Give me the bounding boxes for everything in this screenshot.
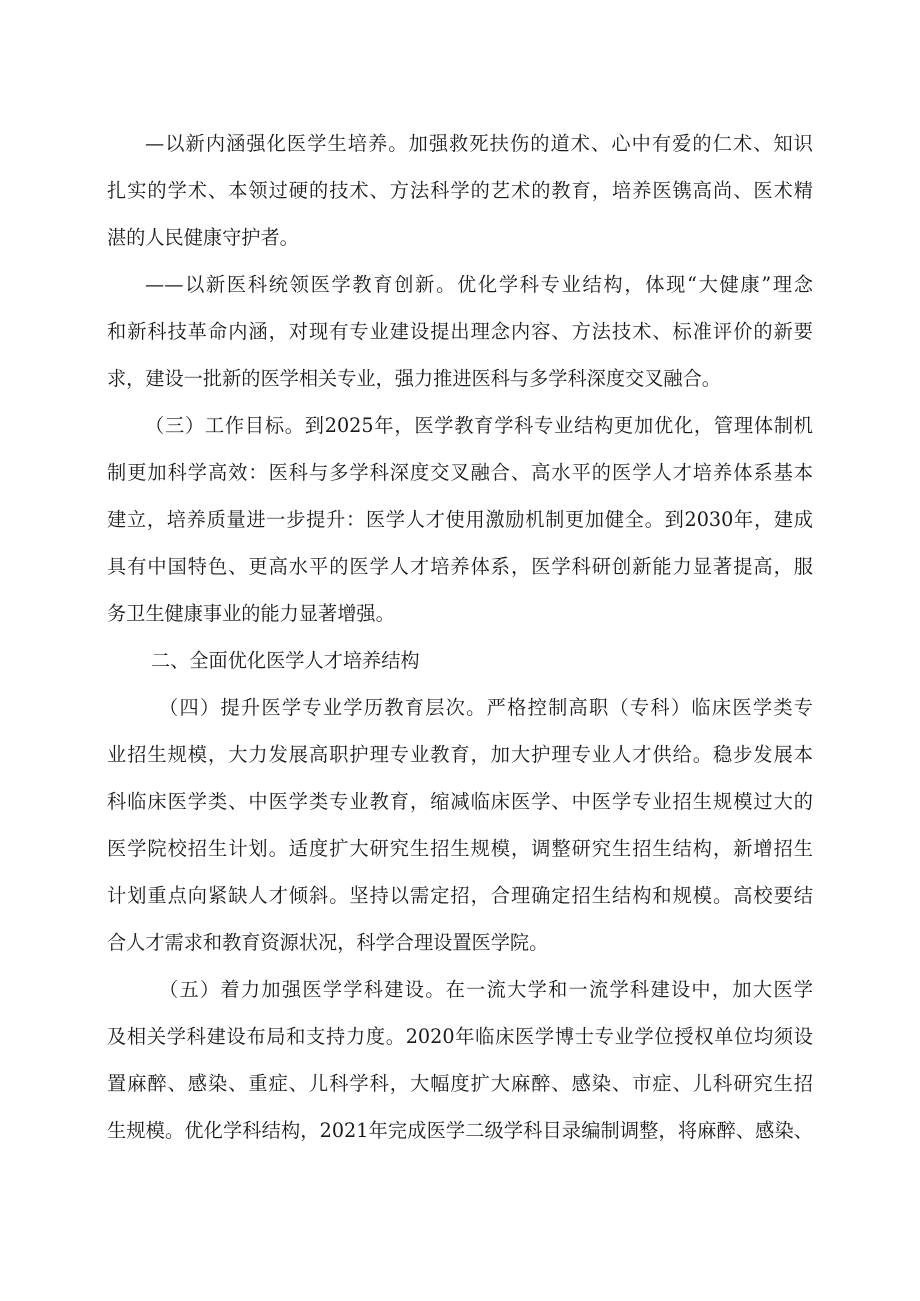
document-body (107, 120, 813, 1154)
text-line: （四）提升医学专业学历教育层次。严格控制高职（专科）临床医学类专 (159, 696, 813, 719)
paragraph (107, 261, 813, 402)
text-line: 务卫生健康事业的能力显著增强。 (107, 602, 395, 625)
text-line: 扎实的学术、本领过硬的技术、方法科学的艺术的教育，培养医镌高尚、医术精 (107, 179, 813, 202)
text-line: 合人才需求和教育资源状况，科学合理设置医学院。 (107, 931, 549, 954)
text-line: 置麻醉、感染、重症、儿科学科，大幅度扩大麻醉、感染、市症、儿科研究生招 (107, 1072, 813, 1095)
text-line: 业招生规模，大力发展高职护理专业教育，加大护理专业人才供给。稳步发展本 (107, 743, 813, 766)
text-line: （五）着力加强医学学科建设。在一流大学和一流学科建设中，加大医学 (159, 978, 813, 1001)
text-line: 计划重点向紧缺人才倾斜。坚持以需定招，合理确定招生结构和规模。高校要结 (107, 884, 813, 907)
paragraph (107, 684, 813, 966)
text-line: 制更加科学高效：医科与多学科深度交叉融合、高水平的医学人才培养体系基本 (107, 461, 813, 484)
section-heading (107, 637, 813, 684)
text-line: 和新科技革命内涵，对现有专业建设提出理念内容、方法技术、标准评价的新要 (107, 320, 813, 343)
text-line: ——以新医科统领医学教育创新。优化学科专业结构，体现“大健康”理念 (145, 273, 813, 296)
text-line: 二、全面优化医学人才培养结构 (151, 649, 420, 672)
text-line: 求，建设一批新的医学相关专业，强力推进医科与多学科深度交叉融合。 (107, 367, 721, 390)
text-line: 科临床医学类、中医学类专业教育，缩减临床医学、中医学专业招生规模过大的 (107, 790, 813, 813)
text-line: 湛的人民健康守护者。 (107, 226, 299, 249)
text-line: 医学院校招生计划。适度扩大研究生招生规模，调整研究生招生结构，新增招生 (107, 837, 813, 860)
text-line: （三）工作目标。到2025年，医学教育学科专业结构更加优化，管理体制机 (145, 414, 813, 437)
paragraph (107, 402, 813, 637)
text-line: 具有中国特色、更高水平的医学人才培养体系，医学科研创新能力显著提高，服 (107, 555, 813, 578)
paragraph (107, 120, 813, 261)
text-line: 及相关学科建设布局和支持力度。2020年临床医学博士专业学位授权单位均须设 (107, 1025, 813, 1048)
text-line: 建立，培养质量进一步提升：医学人才使用激励机制更加健全。到2030年，建成 (107, 508, 813, 531)
paragraph (107, 966, 813, 1154)
text-line: —以新内涵强化医学生培养。加强救死扶伤的道术、心中有爱的仁术、知识 (145, 132, 813, 155)
text-line: 生规模。优化学科结构，2021年完成医学二级学科目录编制调整，将麻醉、感染、 (107, 1119, 813, 1142)
